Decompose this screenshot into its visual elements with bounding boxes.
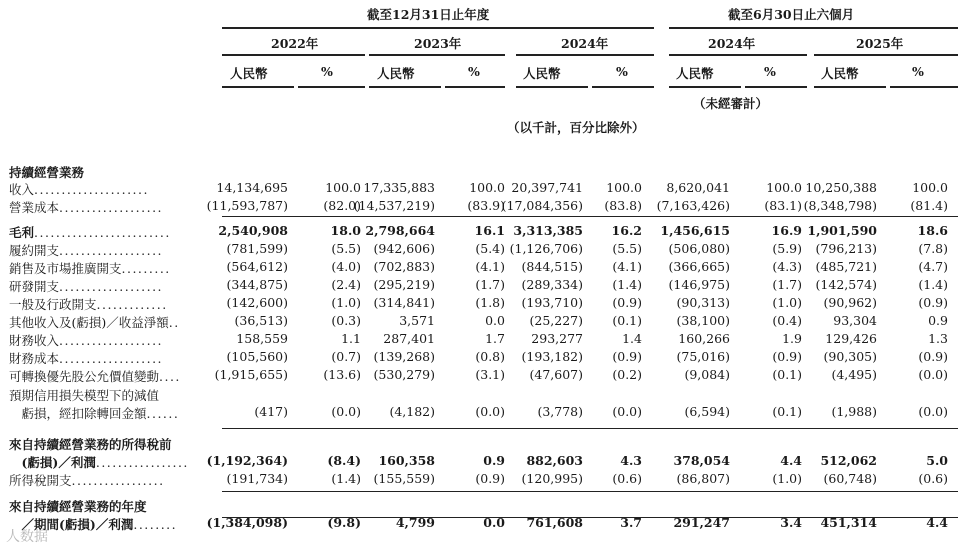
row-leader-dots: ................... (59, 243, 164, 258)
row-label (9, 331, 163, 349)
row-value: 1.7 (485, 331, 505, 346)
row-value: 291,247 (673, 515, 730, 530)
row-value: (90,305) (823, 349, 877, 364)
row-value: 2,540,908 (218, 223, 288, 238)
unit-note: （以千計，百分比除外） (507, 120, 645, 135)
row-value: (289,334) (521, 277, 583, 292)
row-value: (1.0) (772, 471, 802, 486)
row-value: 451,314 (820, 515, 877, 530)
rule-sub (890, 86, 958, 88)
row-leader-dots: ................... (59, 351, 164, 366)
row-value: (83.9) (467, 198, 505, 213)
table-row (0, 198, 963, 216)
table-row (0, 386, 963, 404)
row-value: (0.8) (475, 349, 505, 364)
row-label-text: 銷售及市場推廣開支 (9, 261, 122, 276)
row-value: (1.7) (475, 277, 505, 292)
row-value: (295,219) (373, 277, 435, 292)
subtotal-line (222, 517, 958, 518)
rule-2025-h1 (814, 54, 958, 56)
table-row (0, 404, 963, 422)
row-value: 160,358 (378, 453, 435, 468)
row-value: 287,401 (383, 331, 435, 346)
pct-label: % (468, 64, 480, 79)
row-value: 4.3 (620, 453, 642, 468)
row-value: (796,213) (815, 241, 877, 256)
row-value: 3.4 (780, 515, 802, 530)
row-value: (14,537,219) (353, 198, 435, 213)
row-value: 158,559 (236, 331, 288, 346)
row-value: (155,559) (373, 471, 435, 486)
rule-2023 (369, 54, 505, 56)
row-value: (1.4) (918, 277, 948, 292)
row-value: 16.9 (771, 223, 802, 238)
row-leader-dots: ................. (71, 473, 165, 488)
row-value: (9.8) (327, 515, 361, 530)
row-value: (0.9) (612, 349, 642, 364)
row-label (9, 223, 171, 241)
row-value: (0.0) (918, 367, 948, 382)
row-value: (1,126,706) (509, 241, 583, 256)
row-leader-dots: ................... (59, 333, 164, 348)
row-leader-dots: ............. (96, 297, 168, 312)
period-six-months: 截至6月30日止六個月 (728, 7, 855, 22)
row-value: (5.9) (772, 241, 802, 256)
row-label-text: 可轉換優先股公允價值變動 (9, 369, 160, 384)
pct-label: % (616, 64, 628, 79)
table-row (0, 295, 963, 313)
table-row (0, 471, 963, 489)
row-value: (942,606) (373, 241, 435, 256)
row-value: (366,665) (668, 259, 730, 274)
row-value: (191,734) (226, 471, 288, 486)
rule-sub (814, 86, 886, 88)
row-leader-dots: .... (159, 369, 181, 384)
row-label-text: 其他收入及(虧損)／收益淨額 (9, 315, 169, 330)
row-label-text: ／期間(虧損)／利潤 (9, 517, 134, 532)
row-label (9, 471, 165, 489)
row-value: (146,975) (668, 277, 730, 292)
row-value: (83.1) (764, 198, 802, 213)
row-label-text: 收入 (9, 182, 35, 197)
row-value: (142,574) (815, 277, 877, 292)
row-value: (83.8) (604, 198, 642, 213)
row-value: (0.4) (772, 313, 802, 328)
row-value: 0.0 (485, 313, 505, 328)
row-value: (0.9) (918, 349, 948, 364)
row-value: (0.1) (772, 367, 802, 382)
rule-2022 (222, 54, 365, 56)
row-value: (11,593,787) (206, 198, 288, 213)
row-value: (82.0) (323, 198, 361, 213)
row-label (9, 198, 163, 216)
row-value: 2,798,664 (365, 223, 435, 238)
row-label-text: 財務收入 (9, 333, 60, 348)
row-value: 100.0 (912, 180, 948, 195)
row-value: 100.0 (766, 180, 802, 195)
row-value: (47,607) (529, 367, 583, 382)
row-label (9, 497, 147, 515)
row-value: (1.0) (331, 295, 361, 310)
row-value: (4.1) (475, 259, 505, 274)
row-value: (844,515) (521, 259, 583, 274)
row-value: (75,016) (676, 349, 730, 364)
row-value: (193,710) (521, 295, 583, 310)
row-value: (1.0) (772, 295, 802, 310)
row-value: 4.4 (926, 515, 948, 530)
table-row (0, 349, 963, 367)
row-value: 100.0 (606, 180, 642, 195)
row-value: (564,612) (226, 259, 288, 274)
row-value: 18.6 (917, 223, 948, 238)
row-label (9, 259, 171, 277)
year-2023: 2023年 (414, 36, 462, 51)
row-label (9, 241, 163, 259)
row-value: (0.2) (612, 367, 642, 382)
row-value: (4,495) (831, 367, 877, 382)
row-value: (7,163,426) (656, 198, 730, 213)
year-2025-h1: 2025年 (856, 36, 904, 51)
row-value: (4.3) (772, 259, 802, 274)
row-label-text: 營業成本 (9, 200, 60, 215)
row-value: (0.3) (331, 313, 361, 328)
row-value: (344,875) (226, 277, 288, 292)
pct-label: % (912, 64, 924, 79)
row-value: (81.4) (910, 198, 948, 213)
row-value: (314,841) (373, 295, 435, 310)
row-value: 5.0 (926, 453, 948, 468)
row-value: (90,313) (676, 295, 730, 310)
row-value: (120,995) (521, 471, 583, 486)
row-value: (0.7) (331, 349, 361, 364)
row-leader-dots: ......... (121, 261, 171, 276)
row-value: 293,277 (531, 331, 583, 346)
pct-label: % (321, 64, 333, 79)
row-value: 512,062 (820, 453, 877, 468)
row-value: (3,778) (537, 404, 583, 419)
row-value: 3.7 (620, 515, 642, 530)
year-2024: 2024年 (561, 36, 609, 51)
row-value: 93,304 (833, 313, 877, 328)
row-leader-dots: ................... (59, 200, 164, 215)
currency-label: 人民幣 (821, 66, 859, 81)
table-row (0, 241, 963, 259)
row-value: (1.7) (772, 277, 802, 292)
row-value: (8,348,798) (803, 198, 877, 213)
row-value: (3.1) (475, 367, 505, 382)
row-leader-dots: ........ (133, 517, 178, 532)
rule-sub (445, 86, 505, 88)
table-row (0, 367, 963, 385)
row-value: 17,335,883 (363, 180, 435, 195)
row-value: (0.0) (475, 404, 505, 419)
row-value: 8,620,041 (666, 180, 730, 195)
row-value: 1.1 (341, 331, 361, 346)
row-value: 18.0 (330, 223, 361, 238)
row-value: 14,134,695 (216, 180, 288, 195)
rule-sub (745, 86, 807, 88)
row-label-text: 預期信用損失模型下的減值 (9, 388, 160, 403)
row-leader-dots: ..................... (34, 182, 149, 197)
rule-six-months (669, 27, 958, 29)
row-value: (0.1) (612, 313, 642, 328)
row-value: (5.5) (612, 241, 642, 256)
row-value: (0.6) (918, 471, 948, 486)
row-value: 1.4 (622, 331, 642, 346)
row-value: (530,279) (373, 367, 435, 382)
row-value: 0.9 (483, 453, 505, 468)
row-value: 378,054 (673, 453, 730, 468)
row-value: 3,571 (399, 313, 435, 328)
row-value: (4,182) (389, 404, 435, 419)
row-value: (142,600) (226, 295, 288, 310)
row-value: (0.0) (331, 404, 361, 419)
year-2022: 2022年 (271, 36, 319, 51)
row-leader-dots: ................. (95, 455, 189, 470)
row-value: (0.9) (772, 349, 802, 364)
currency-label: 人民幣 (523, 66, 561, 81)
rule-2024 (516, 54, 654, 56)
row-leader-dots: ......................... (34, 225, 171, 240)
row-label-text: 研發開支 (9, 279, 60, 294)
row-value: (1.4) (331, 471, 361, 486)
row-label (9, 386, 159, 404)
row-value: 20,397,741 (511, 180, 583, 195)
row-value: 16.1 (474, 223, 505, 238)
row-label (9, 453, 189, 471)
row-value: (417) (254, 404, 288, 419)
row-value: (702,883) (373, 259, 435, 274)
row-value: (139,268) (373, 349, 435, 364)
row-value: 4.4 (780, 453, 802, 468)
row-leader-dots: ...... (146, 406, 180, 421)
row-value: (13.6) (323, 367, 361, 382)
row-value: (17,084,356) (501, 198, 583, 213)
row-value: 1,901,590 (807, 223, 877, 238)
row-value: 0.0 (483, 515, 505, 530)
row-value: (1,192,364) (206, 453, 288, 468)
row-value: (0.9) (612, 295, 642, 310)
row-value: (0.9) (918, 295, 948, 310)
row-value: (1.8) (475, 295, 505, 310)
table-row (0, 180, 963, 198)
row-label-text: 來自持續經營業務的年度 (9, 499, 147, 514)
unaudited-note: （未經審計） (693, 96, 769, 111)
row-value: 4,799 (395, 515, 435, 530)
row-value: (0.6) (612, 471, 642, 486)
row-value: (1,988) (831, 404, 877, 419)
row-value: (4.0) (331, 259, 361, 274)
row-label (9, 295, 168, 313)
row-value: 160,266 (678, 331, 730, 346)
row-label-text: 一般及行政開支 (9, 297, 97, 312)
table-row (0, 435, 963, 453)
row-value: (506,080) (668, 241, 730, 256)
row-label (9, 349, 163, 367)
row-value: (5.5) (331, 241, 361, 256)
rule-sub (369, 86, 441, 88)
row-value: 0.9 (928, 313, 948, 328)
rule-full-year (222, 27, 654, 29)
table-row (0, 313, 963, 331)
table-row (0, 277, 963, 295)
year-2024-h1: 2024年 (708, 36, 756, 51)
row-value: (8.4) (327, 453, 361, 468)
row-value: (38,100) (676, 313, 730, 328)
row-value: (0.1) (772, 404, 802, 419)
row-value: 3,313,385 (513, 223, 583, 238)
row-value: (5.4) (475, 241, 505, 256)
table-row (0, 223, 963, 241)
row-value: (1,384,098) (206, 515, 288, 530)
row-value: (9,084) (684, 367, 730, 382)
row-label (9, 404, 179, 422)
rule-sub (222, 86, 294, 88)
watermark: 人数据 (6, 529, 48, 545)
row-value: (1,915,655) (214, 367, 288, 382)
row-value: 16.2 (611, 223, 642, 238)
row-value: (36,513) (234, 313, 288, 328)
currency-label: 人民幣 (377, 66, 415, 81)
rule-2024-h1 (669, 54, 807, 56)
row-value: 100.0 (325, 180, 361, 195)
rule-sub (298, 86, 365, 88)
row-label-text: (虧損)／利潤 (9, 455, 96, 470)
row-value: (86,807) (676, 471, 730, 486)
rule-sub (669, 86, 741, 88)
row-value: (485,721) (815, 259, 877, 274)
period-full-year: 截至12月31日止年度 (367, 7, 490, 22)
row-value: 10,250,388 (805, 180, 877, 195)
row-value: 1.9 (782, 331, 802, 346)
currency-label: 人民幣 (676, 66, 714, 81)
row-value: (0.9) (475, 471, 505, 486)
row-label-text: 履約開支 (9, 243, 60, 258)
row-value: (0.0) (918, 404, 948, 419)
pct-label: % (764, 64, 776, 79)
table-row (0, 497, 963, 515)
row-value: 1.3 (928, 331, 948, 346)
row-label-text: 毛利 (9, 225, 35, 240)
row-value: (2.4) (331, 277, 361, 292)
row-label-text: 所得稅開支 (9, 473, 72, 488)
currency-label: 人民幣 (230, 66, 268, 81)
row-value: (4.1) (612, 259, 642, 274)
row-label (9, 180, 149, 198)
row-value: 761,608 (526, 515, 583, 530)
subtotal-line (222, 216, 958, 217)
row-value: (105,560) (226, 349, 288, 364)
row-value: (60,748) (823, 471, 877, 486)
rule-sub (592, 86, 654, 88)
subtotal-line (222, 491, 958, 492)
row-label (9, 313, 180, 331)
row-value: (25,227) (529, 313, 583, 328)
row-value: 1,456,615 (660, 223, 730, 238)
table-row (0, 453, 963, 471)
row-value: (90,962) (823, 295, 877, 310)
row-value: (1.4) (612, 277, 642, 292)
row-value: 100.0 (469, 180, 505, 195)
row-value: (6,594) (684, 404, 730, 419)
row-label-text: 虧損，經扣除轉回金額 (9, 406, 147, 421)
row-leader-dots: ................... (59, 279, 164, 294)
row-label (9, 435, 172, 453)
rule-sub (516, 86, 588, 88)
row-value: 129,426 (825, 331, 877, 346)
row-value: (4.7) (918, 259, 948, 274)
section-title: 持續經營業務 (9, 165, 85, 180)
row-label-text: 來自持續經營業務的所得稅前 (9, 437, 172, 452)
row-label (9, 277, 163, 295)
row-value: (781,599) (226, 241, 288, 256)
table-row (0, 331, 963, 349)
table-row (0, 259, 963, 277)
row-leader-dots: .. (168, 315, 180, 330)
subtotal-line (222, 428, 958, 429)
row-label-text: 財務成本 (9, 351, 60, 366)
row-value: (7.8) (918, 241, 948, 256)
row-value: 882,603 (526, 453, 583, 468)
row-value: (0.0) (612, 404, 642, 419)
row-value: (193,182) (521, 349, 583, 364)
row-label (9, 367, 181, 385)
